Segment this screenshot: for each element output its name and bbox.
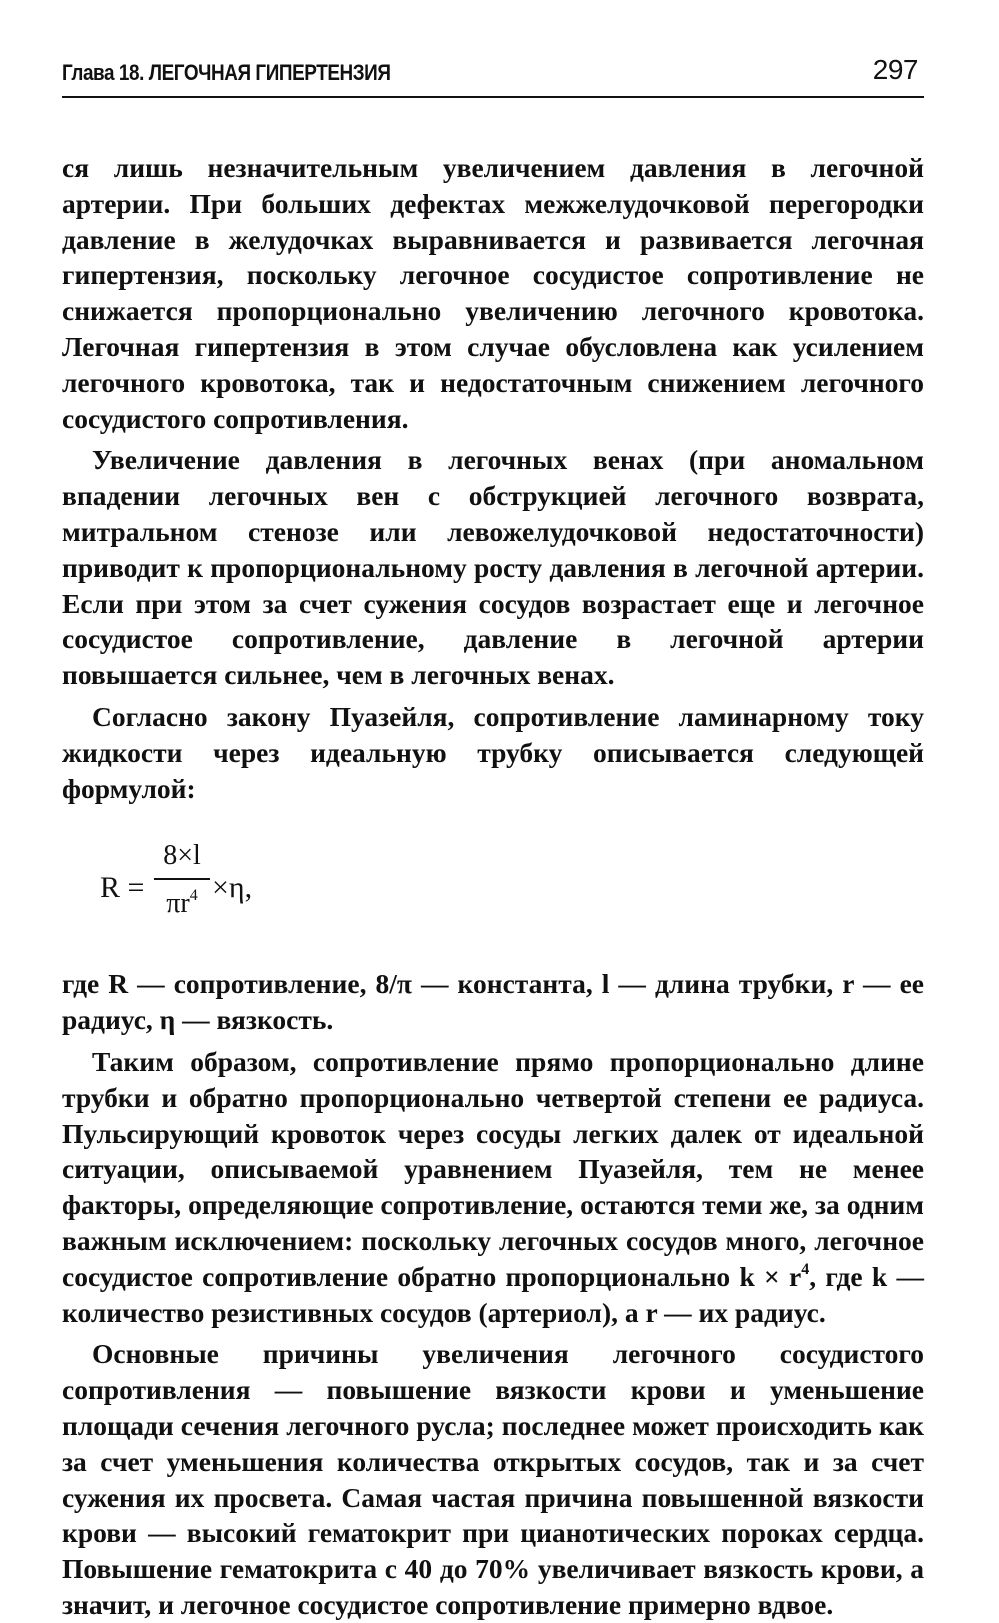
body-text: [62, 150, 924, 1623]
running-header: [62, 40, 924, 98]
formula-denominator-base: πr: [166, 888, 190, 920]
chapter-title: Глава 18. ЛЕГОЧНАЯ ГИПЕРТЕНЗИЯ: [62, 60, 391, 85]
paragraph-main-causes: Основные причины увеличения легочного сосудистого сопротивления — повышение вязкости крови и уменьшение площади сечения легочного русла; последнее может происходить как за счет уменьшения количества открытых сосудов, так и за счет сужения их просвета. Самая частая причина повышенной вязкости крови — высокий гематокрит при цианотических пороках сердца. Повышение гематокрита с 40 до 70% увеличивает вязкость крови, а значит, и легочное сосудистое сопротивление примерно вдвое.: [62, 1338, 924, 1620]
radius-exponent: 4: [801, 1260, 810, 1278]
formula-lhs: R =: [100, 871, 145, 905]
formula-rhs: ×η,: [212, 871, 253, 905]
paragraph-formula-legend: где R — сопротивление, 8/π — константа, l — длина трубки, r — ее радиус, η — вязкость.: [62, 968, 924, 1036]
paragraph-resistance-text-a: Таким образом, сопротивление прямо пропорционально длине трубки и обратно пропорционально четвертой степени ее радиуса. Пульсирующий кровоток через сосуды легких далек от идеальной ситуации, описываемой уравнением Пуазейля, тем не менее факторы, определяющие сопротивление, остаются теми же, за одним важным исключением: поскольку легочных сосудов много, легочное сосудистое сопротивление обратно пропорционально k × r: [62, 1045, 924, 1292]
paragraph-poiseuille-intro: Согласно закону Пуазейля, сопротивление ламинарному току жидкости через идеальную трубку описывается следующей формулой:: [62, 700, 924, 804]
formula-denominator-exponent: 4: [189, 887, 198, 905]
fraction-bar: [154, 878, 210, 880]
paragraph-resistance-factors: [62, 1044, 924, 1330]
paragraph-continued: ся лишь незначительным увеличением давления в легочной артерии. При больших дефектах межжелудочковой перегородки давление в желудочках выравнивается и развивается легочная гипертензия, поскольку легочное сосудистое сопротивление не снижается пропорционально увеличению легочного кровотока. Легочная гипертензия в этом случае обусловлена как усилением легочного кровотока, так и недостаточным снижением легочного сосудистого сопротивления.: [62, 152, 924, 434]
formula-numerator: 8×l: [163, 840, 201, 872]
page-number: 297: [872, 54, 918, 85]
paragraph-pulmonary-veins: Увеличение давления в легочных венах (при аномальном впадении легочных вен с обструкцией легочного возврата, митральном стенозе или левожелудочковой недостаточности) приводит к пропорциональному росту давления в легочной артерии. Если при этом за счет сужения сосудов возрастает еще и легочное сосудистое сопротивление, давление в легочной артерии повышается сильнее, чем в легочных венах.: [62, 444, 924, 691]
poiseuille-formula: [100, 836, 924, 944]
formula-denominator: [154, 884, 210, 924]
formula-fraction: [154, 836, 210, 924]
paragraph-resistance-text-b: , где k — количество резистивных сосудов (артериол), а r — их радиус.: [62, 1260, 924, 1328]
